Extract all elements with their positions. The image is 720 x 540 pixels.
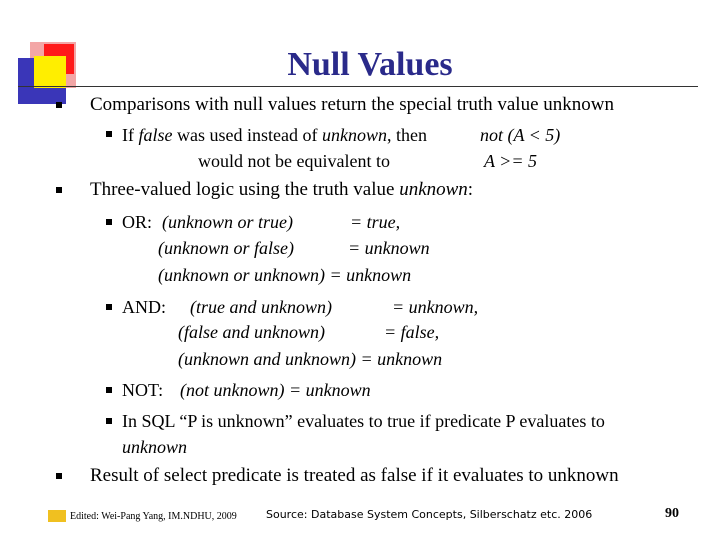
expr-not-a-lt-5: not (A < 5): [480, 125, 561, 145]
and-label: AND:: [122, 297, 166, 317]
or-expr-1: (unknown or true): [162, 212, 293, 232]
and-expr-2: (false and unknown): [178, 322, 325, 342]
bullet-marker: [56, 473, 62, 479]
and-result-1: = unknown,: [392, 297, 479, 317]
sub-bullet-marker: [106, 304, 112, 310]
or-result-2: = unknown: [348, 238, 430, 258]
bullet-text-select-predicate: Result of select predicate is treated as false if it evaluates to unknown: [90, 465, 619, 486]
footer-source: Source: Database System Concepts, Silberschatz etc. 2006: [266, 508, 593, 521]
bullet-marker: [56, 187, 62, 193]
footer-logo: [48, 510, 66, 522]
not-expr: (not unknown) = unknown: [180, 380, 371, 400]
sub-bullet-marker: [106, 131, 112, 137]
or-expr-3: (unknown or unknown) = unknown: [158, 265, 412, 285]
sub-bullet-marker: [106, 387, 112, 393]
bullet-text-three-valued: Three-valued logic using the truth value unknown:: [90, 179, 474, 200]
sub-bullet-marker: [106, 219, 112, 225]
sub-bullet-marker: [106, 418, 112, 424]
sub-bullet-if-false: If false was used instead of unknown, then: [122, 125, 427, 145]
sql-is-unknown-line1: In SQL “P is unknown” evaluates to true if predicate P evaluates to: [122, 411, 605, 431]
footer-edited-by: Edited: Wei-Pang Yang, IM.NDHU, 2009: [70, 511, 237, 522]
and-expr-3: (unknown and unknown) = unknown: [178, 349, 443, 369]
sql-is-unknown-line2: unknown: [122, 437, 187, 457]
title-divider: [18, 86, 698, 87]
or-result-1: = true,: [350, 212, 401, 232]
bullet-marker: [56, 102, 62, 108]
expr-a-ge-5: A >= 5: [484, 151, 537, 171]
and-result-2: = false,: [384, 322, 440, 342]
page-number: 90: [665, 506, 679, 521]
text-not-equivalent: would not be equivalent to: [198, 151, 390, 171]
or-expr-2: (unknown or false): [158, 238, 294, 258]
slide-title: Null Values: [287, 46, 453, 83]
not-label: NOT:: [122, 380, 164, 400]
or-label: OR:: [122, 212, 153, 232]
bullet-text-comparisons: Comparisons with null values return the special truth value unknown: [90, 94, 614, 115]
and-expr-1: (true and unknown): [190, 297, 332, 317]
